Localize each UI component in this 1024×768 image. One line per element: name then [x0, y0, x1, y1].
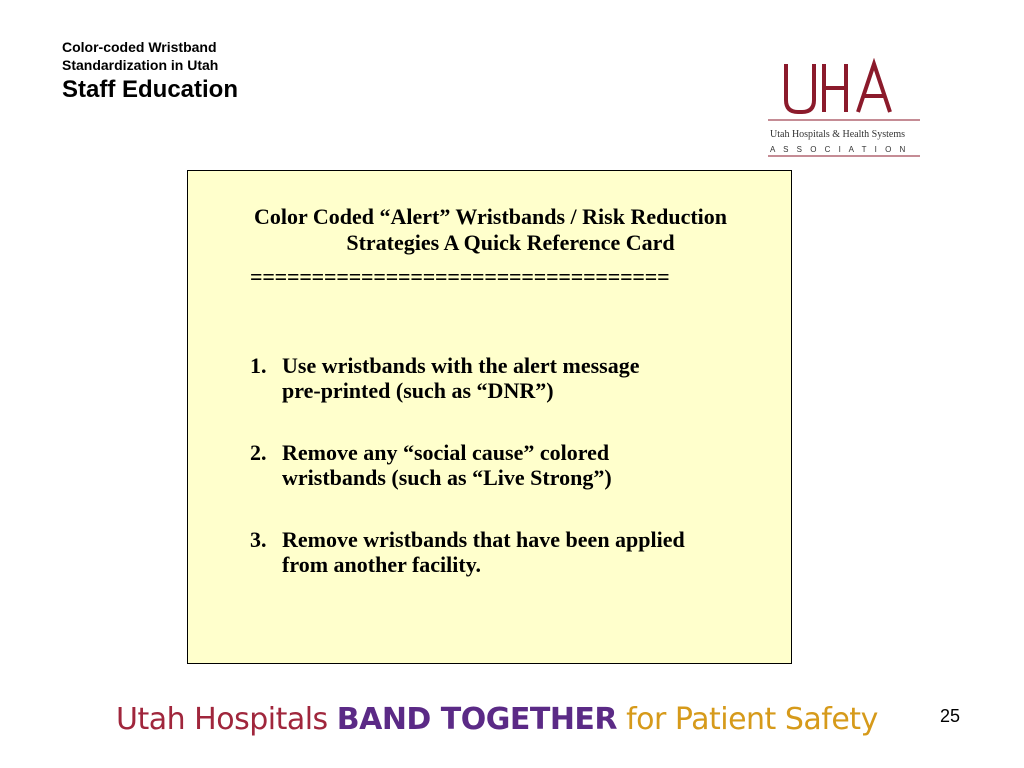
- card-title: [188, 204, 793, 256]
- footer-part-1: Utah Hospitals: [116, 702, 328, 737]
- list-item: [250, 440, 770, 490]
- list-item-line-2: wristbands (such as “Live Strong”): [282, 465, 612, 490]
- card-separator: ==================================: [250, 264, 670, 289]
- card-title-line-1: Color Coded “Alert” Wristbands / Risk Reduction: [253, 204, 728, 229]
- reference-card: [187, 170, 792, 664]
- uha-logo-graphic: [766, 58, 922, 158]
- list-item-number: 2.: [250, 440, 267, 465]
- slide-header: [62, 38, 238, 105]
- uha-logo: [766, 58, 922, 158]
- footer-banner: [116, 700, 878, 740]
- header-line-2: Standardization in Utah: [62, 57, 219, 73]
- strategy-list: [250, 353, 770, 614]
- list-item-line-2: from another facility.: [282, 552, 481, 577]
- list-item-line-1: Remove any “social cause” colored: [282, 440, 610, 465]
- logo-name-line: Utah Hospitals & Health Systems: [770, 129, 905, 140]
- card-title-line-2: Strategies A Quick Reference Card: [346, 230, 675, 255]
- footer-part-2: BAND TOGETHER: [336, 702, 618, 737]
- list-item-line-1: Remove wristbands that have been applied: [282, 527, 685, 552]
- list-item-number: 3.: [250, 527, 267, 552]
- header-line-1: Color-coded Wristband: [62, 39, 217, 55]
- slide-title: Staff Education: [62, 76, 239, 103]
- list-item: [250, 353, 770, 403]
- footer-part-3: for Patient Safety: [626, 702, 878, 737]
- page-number: 25: [940, 706, 961, 726]
- list-item-number: 1.: [250, 353, 267, 378]
- logo-association-line: A S S O C I A T I O N: [770, 145, 909, 154]
- list-item-line-1: Use wristbands with the alert message: [282, 353, 640, 378]
- list-item: [250, 527, 770, 577]
- list-item-line-2: pre-printed (such as “DNR”): [282, 378, 554, 403]
